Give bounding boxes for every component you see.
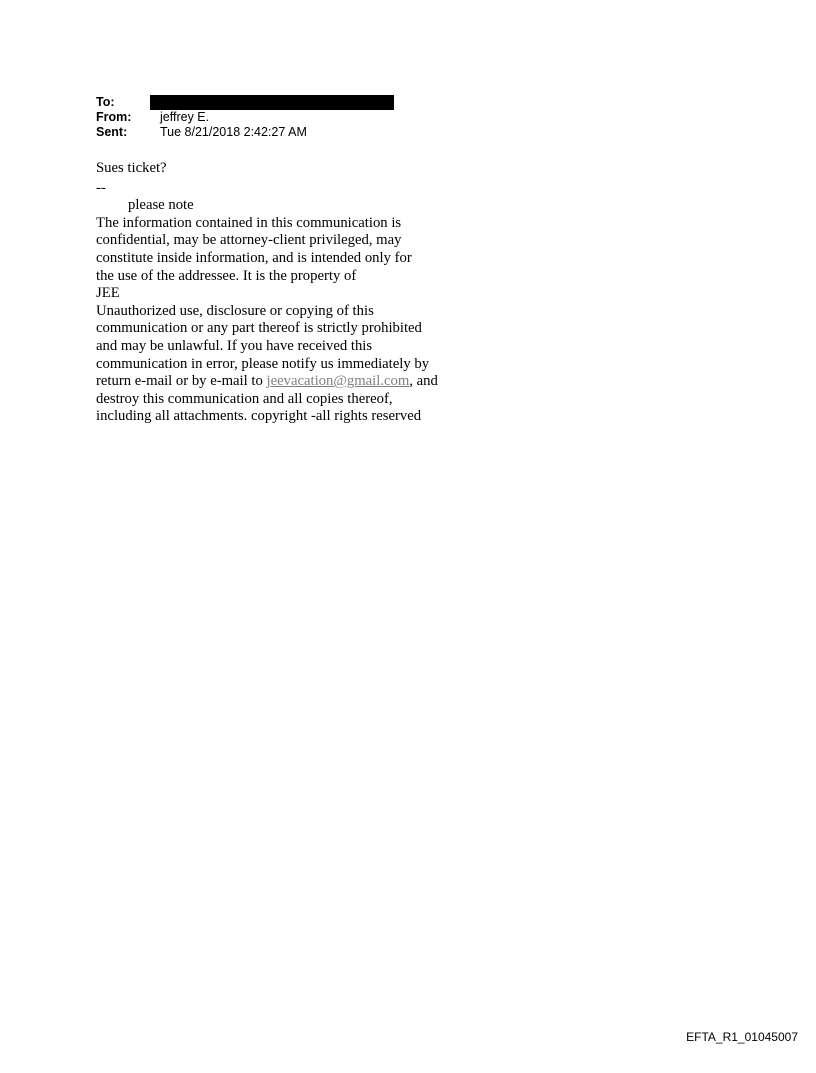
disclaimer-line: JEE <box>96 285 120 302</box>
disclaimer-line: confidential, may be attorney-client privileged, may <box>96 232 402 249</box>
closing-line: including all attachments. copyright -all rights reserved <box>96 408 422 425</box>
separator: -- <box>96 179 106 196</box>
disclaimer-line: communication or any part thereof is strictly prohibited <box>96 320 422 337</box>
disclaimer-line: the use of the addressee. It is the property of <box>96 267 357 284</box>
please-note: please note <box>128 197 194 214</box>
return-suffix: , and <box>409 373 438 390</box>
disclaimer-line: The information contained in this communication is <box>96 214 402 231</box>
sent-value: Tue 8/21/2018 2:42:27 AM <box>160 125 307 139</box>
to-label: To: <box>96 95 115 109</box>
disclaimer-line: and may be unlawful. If you have received this <box>96 337 373 354</box>
disclaimer-line: communication in error, please notify us immediately by <box>96 355 430 372</box>
disclaimer-line: constitute inside information, and is intended only for <box>96 249 412 266</box>
return-prefix: return e-mail or by e-mail to <box>96 373 267 390</box>
sent-label: Sent: <box>96 125 128 139</box>
from-label: From: <box>96 110 132 124</box>
sent-row <box>96 125 394 140</box>
closing-line: destroy this communication and all copies thereof, <box>96 390 393 407</box>
to-row <box>96 95 394 110</box>
subject-line: Sues ticket? <box>96 160 167 176</box>
email-body <box>96 160 496 426</box>
return-line <box>96 373 496 391</box>
redaction-bar <box>150 95 394 110</box>
document-id: EFTA_R1_01045007 <box>686 1030 798 1044</box>
email-header <box>96 95 394 140</box>
from-value: jeffrey E. <box>160 110 210 124</box>
from-row <box>96 110 394 125</box>
email-link[interactable]: jeevacation@gmail.com <box>266 373 410 390</box>
disclaimer-line: Unauthorized use, disclosure or copying of this <box>96 302 374 319</box>
